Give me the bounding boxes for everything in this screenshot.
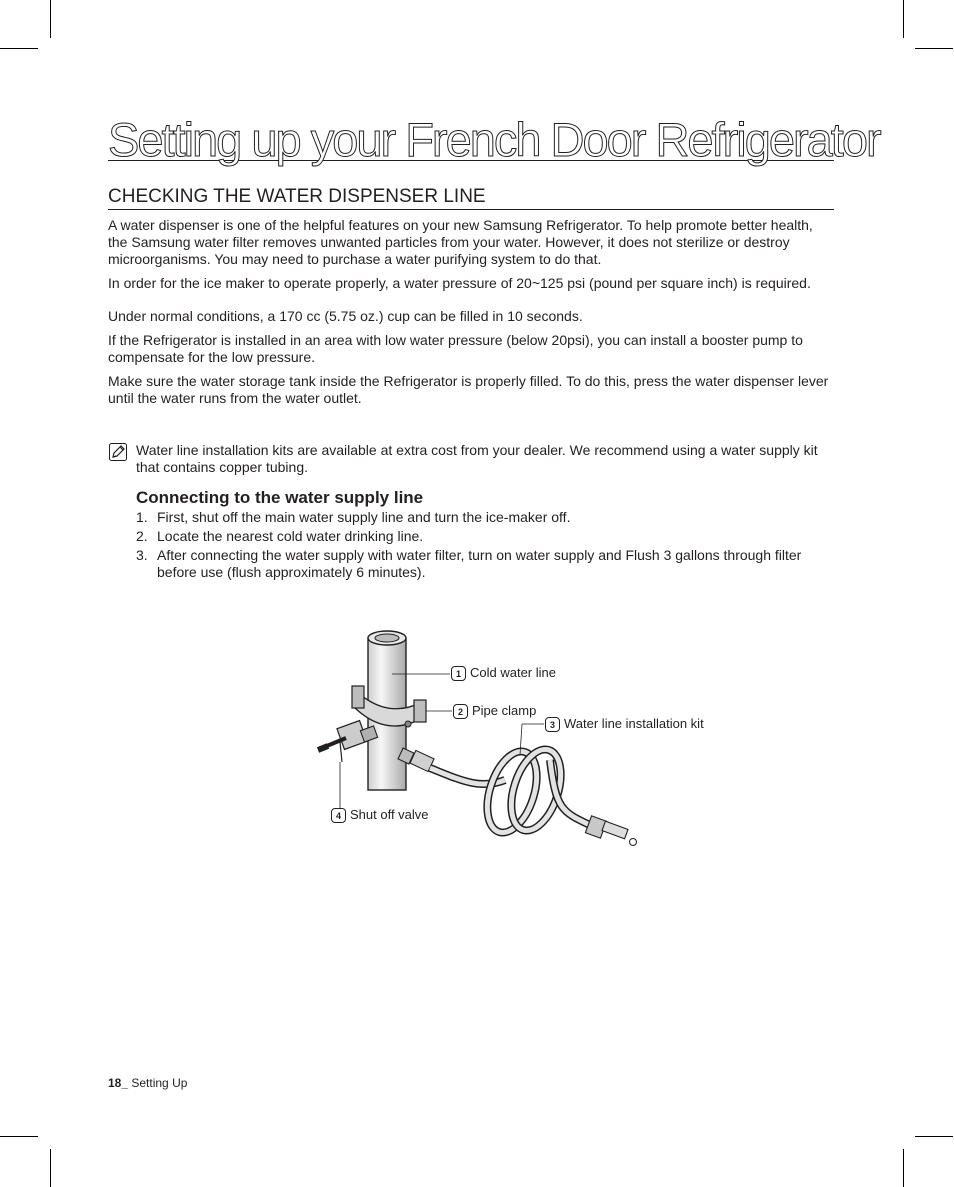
step-text: After connecting the water supply with water filter, turn on water supply and Flush 3 gallons through filter before use (flush approximately 6 minutes). — [157, 547, 802, 580]
sub-heading: Connecting to the water supply line — [136, 488, 424, 507]
callout-label: Water line installation kit — [564, 716, 704, 731]
callout-pipe-clamp — [453, 703, 536, 719]
step-text: First, shut off the main water supply line and turn the ice-maker off. — [157, 509, 571, 525]
list-item — [136, 509, 836, 526]
water-line-illustration — [300, 620, 740, 860]
note-pencil-icon — [109, 443, 127, 461]
callout-number: 3 — [545, 717, 560, 732]
note-text: Water line installation kits are available at extra cost from your dealer. We recommend using a water supply kit that contains copper tubing. — [136, 442, 818, 475]
list-item — [136, 528, 836, 545]
crop-mark — [0, 48, 38, 49]
page-number: 18_ — [108, 1076, 129, 1090]
callout-label: Cold water line — [470, 665, 556, 680]
end-fitting — [585, 816, 636, 846]
step-number: 3. — [136, 547, 148, 563]
crop-mark — [903, 1149, 904, 1187]
callout-number: 1 — [451, 666, 466, 681]
intro-paragraph: A water dispenser is one of the helpful features on your new Samsung Refrigerator. To help promote better health, the Samsung water filter removes unwanted particles from your water. However, it does not sterilize or destroy microorganisms. You may need to purchase a water purifying system to do that. — [108, 217, 813, 267]
callout-water-line-kit — [545, 716, 704, 732]
pressure-paragraph: In order for the ice maker to operate properly, a water pressure of 20~125 psi (pound per square inch) is required. — [108, 275, 811, 291]
footer-section: Setting Up — [131, 1076, 188, 1090]
page-footer — [108, 1076, 187, 1090]
step-number: 2. — [136, 528, 148, 544]
storage-tank-paragraph: Make sure the water storage tank inside the Refrigerator is properly filled. To do this, press the water dispenser lever until the water runs from the water outlet. — [108, 373, 829, 406]
callout-label: Shut off valve — [350, 807, 429, 822]
callout-cold-water-line — [451, 665, 556, 681]
booster-pump-paragraph: If the Refrigerator is installed in an area with low water pressure (below 20psi), you can install a booster pump to compensate for the low pressure. — [108, 332, 803, 365]
list-item — [136, 547, 836, 581]
crop-mark — [915, 48, 953, 49]
callout-shut-off-valve — [331, 807, 429, 823]
section-heading: CHECKING THE WATER DISPENSER LINE — [108, 185, 834, 210]
fill-rate-paragraph: Under normal conditions, a 170 cc (5.75 oz.) cup can be filled in 10 seconds. — [108, 308, 583, 324]
callout-label: Pipe clamp — [472, 703, 537, 718]
steps-list — [136, 509, 836, 583]
crop-mark — [915, 1136, 953, 1137]
crop-mark — [50, 1149, 51, 1187]
step-text: Locate the nearest cold water drinking line. — [157, 528, 424, 544]
step-number: 1. — [136, 509, 148, 525]
water-line-coil — [430, 743, 592, 838]
crop-mark — [50, 0, 51, 38]
crop-mark — [903, 0, 904, 38]
page-title: Setting up your French Door Refrigerator — [108, 113, 880, 166]
crop-mark — [0, 1136, 38, 1137]
callout-number: 4 — [331, 808, 346, 823]
callout-number: 2 — [453, 704, 468, 719]
